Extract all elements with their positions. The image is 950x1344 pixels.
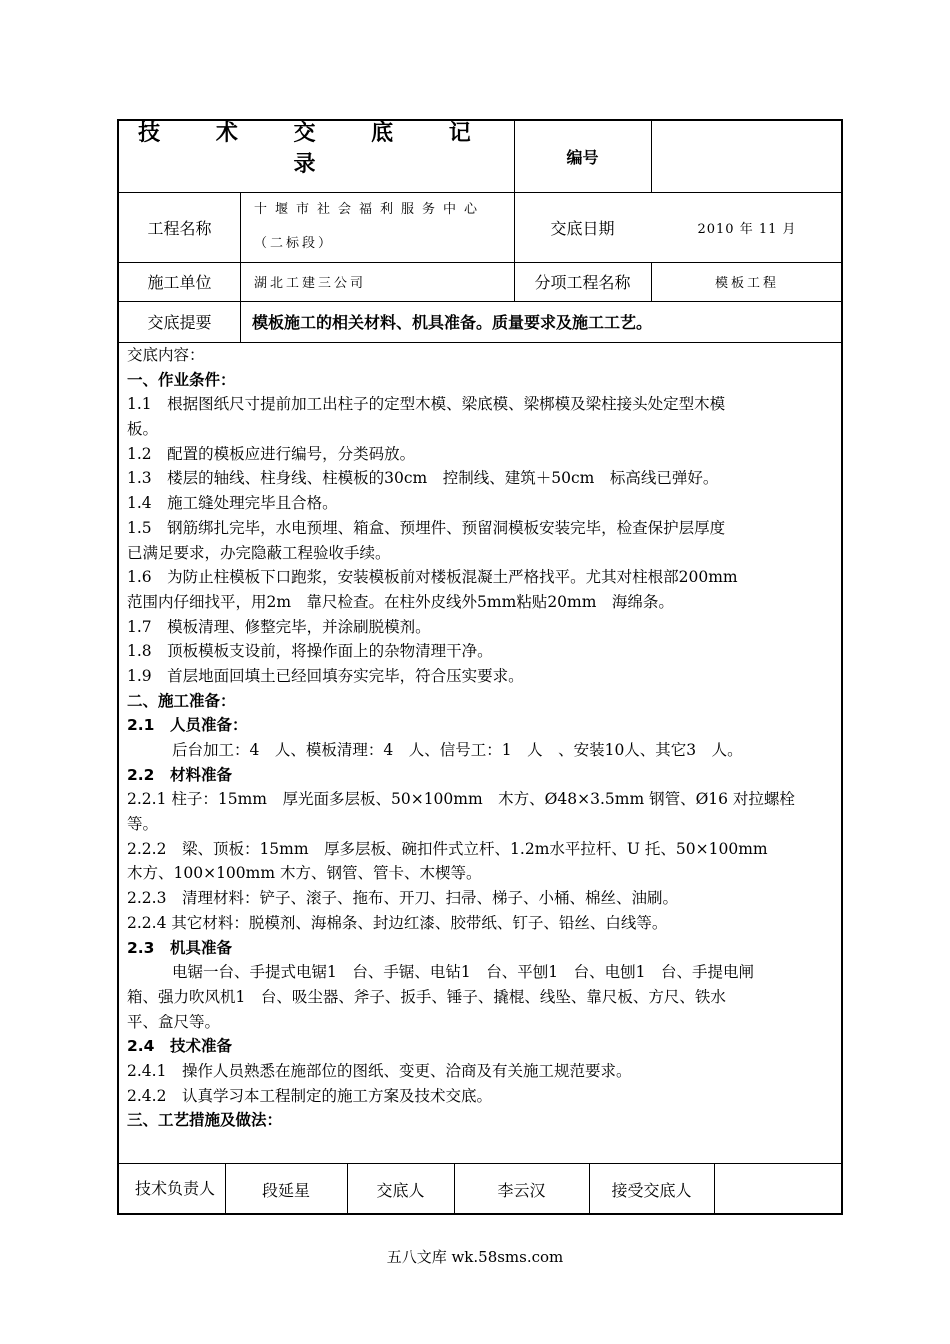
summary-value: 模板施工的相关材料、机具准备。质量要求及施工工艺。 xyxy=(252,313,653,332)
content-line: 箱、强力吹风机1 台、吸尘器、斧子、扳手、锤子、撬棍、线坠、靠尺板、方尺、铁水 xyxy=(127,987,726,1006)
content-line: 2.2.3 清理材料：铲子、滚子、拖布、开刀、扫帚、梯子、小桶、棉丝、油刷。 xyxy=(127,889,678,908)
section-heading: 二、施工准备： xyxy=(127,691,236,710)
summary-label: 交底提要 xyxy=(147,313,212,332)
subsection-heading: 2.1 人员准备： xyxy=(127,716,248,735)
content-line: 板。 xyxy=(127,420,159,439)
subsection-heading: 2.3 机具准备 xyxy=(127,938,232,957)
subsection-heading: 2.2 材料准备 xyxy=(127,765,232,784)
contractor-value: 湖北工建三公司 xyxy=(254,276,367,291)
content-line: 电锯一台、手提式电锯1 台、手锯、电钻1 台、平刨1 台、电刨1 台、手提电闸 xyxy=(172,963,754,982)
receiver-label: 接受交底人 xyxy=(611,1180,692,1200)
content-line: 2.2.4 其它材料：脱模剂、海棉条、封边红漆、胶带纸、钉子、铅丝、白线等。 xyxy=(127,913,668,932)
content-line: 等。 xyxy=(127,815,159,834)
content-line: 后台加工：4 人、模板清理：4 人、信号工：1 人 、安装10人、其它3 人。 xyxy=(172,741,743,759)
tech-lead-label: 技术负责人 xyxy=(134,1179,215,1198)
discloser-label: 交底人 xyxy=(376,1180,425,1200)
content-line: 平、盒尺等。 xyxy=(127,1012,221,1031)
receiver-name xyxy=(714,1163,843,1215)
project-name-line1: 十堰市社会福利服务中心 xyxy=(254,202,486,217)
content-line: 1.6 为防止柱模板下口跑浆，安装模板前对楼板混凝土严格找平。尤其对柱根部200mm xyxy=(127,568,738,587)
footer-watermark: 五八文库 wk.58sms.com xyxy=(386,1248,564,1266)
subproject-value: 模板工程 xyxy=(714,276,779,291)
content-line: 木方、100×100mm 木方、钢管、管卡、木楔等。 xyxy=(127,864,482,883)
content-line: 1.2 配置的模板应进行编号，分类码放。 xyxy=(127,444,416,463)
content-line: 1.8 顶板模板支设前，将操作面上的杂物清理干净。 xyxy=(127,642,493,661)
tech-lead-name: 段延星 xyxy=(261,1180,310,1200)
section-heading: 三、工艺措施及做法： xyxy=(127,1111,283,1130)
content-line: 交底内容： xyxy=(127,346,205,364)
disclosure-form xyxy=(117,119,843,1215)
content-line: 1.3 楼层的轴线、柱身线、柱模板的30cm 控制线、建筑＋50cm 标高线已弹好。 xyxy=(127,469,719,488)
contractor-label: 施工单位 xyxy=(147,273,212,292)
date-label: 交底日期 xyxy=(550,218,615,238)
content-line: 范围内仔细找平，用2m 靠尺检查。在柱外皮线外5mm粘贴20mm 海绵条。 xyxy=(127,592,674,611)
number-value xyxy=(651,121,843,192)
content-line: 1.4 施工缝处理完毕且合格。 xyxy=(127,494,338,513)
project-name-value xyxy=(240,192,514,262)
section-heading: 一、作业条件： xyxy=(127,370,236,389)
content-line: 2.2.1 柱子：15mm 厚光面多层板、50×100mm 木方、Ø48×3.5mm 钢管、Ø16 对拉螺栓 xyxy=(127,790,795,809)
disclosure-content xyxy=(127,343,835,1133)
content-line: 2.2.2 梁、顶板：15mm 厚多层板、碗扣件式立杆、1.2m水平拉杆、U 托、50×100mm xyxy=(127,839,768,858)
content-line: 已满足要求，办完隐蔽工程验收手续。 xyxy=(127,543,391,562)
subsection-heading: 2.4 技术准备 xyxy=(127,1037,232,1056)
project-name-label: 工程名称 xyxy=(147,218,212,238)
subproject-label: 分项工程名称 xyxy=(534,273,631,292)
date-value: 2010 年 11 月 xyxy=(697,221,797,237)
content-line: 2.4.2 认真学习本工程制定的施工方案及技术交底。 xyxy=(127,1086,492,1105)
content-line: 1.1 根据图纸尺寸提前加工出柱子的定型木模、梁底模、梁梆模及梁柱接头处定型木模 xyxy=(127,395,726,414)
discloser-name: 李云汉 xyxy=(497,1180,546,1200)
form-title: 技 术 交 底 记 录 xyxy=(138,121,495,177)
content-line: 1.7 模板清理、修整完毕，并涂刷脱模剂。 xyxy=(127,617,431,636)
number-label: 编号 xyxy=(566,148,599,167)
content-line: 1.9 首层地面回填土已经回填夯实完毕，符合压实要求。 xyxy=(127,666,524,685)
content-line: 1.5 钢筋绑扎完毕，水电预埋、箱盒、预埋件、预留洞模板安装完毕，检查保护层厚度 xyxy=(127,518,726,537)
content-line: 2.4.1 操作人员熟悉在施部位的图纸、变更、洽商及有关施工规范要求。 xyxy=(127,1061,632,1080)
project-name-line2: （二标段） xyxy=(254,236,335,251)
